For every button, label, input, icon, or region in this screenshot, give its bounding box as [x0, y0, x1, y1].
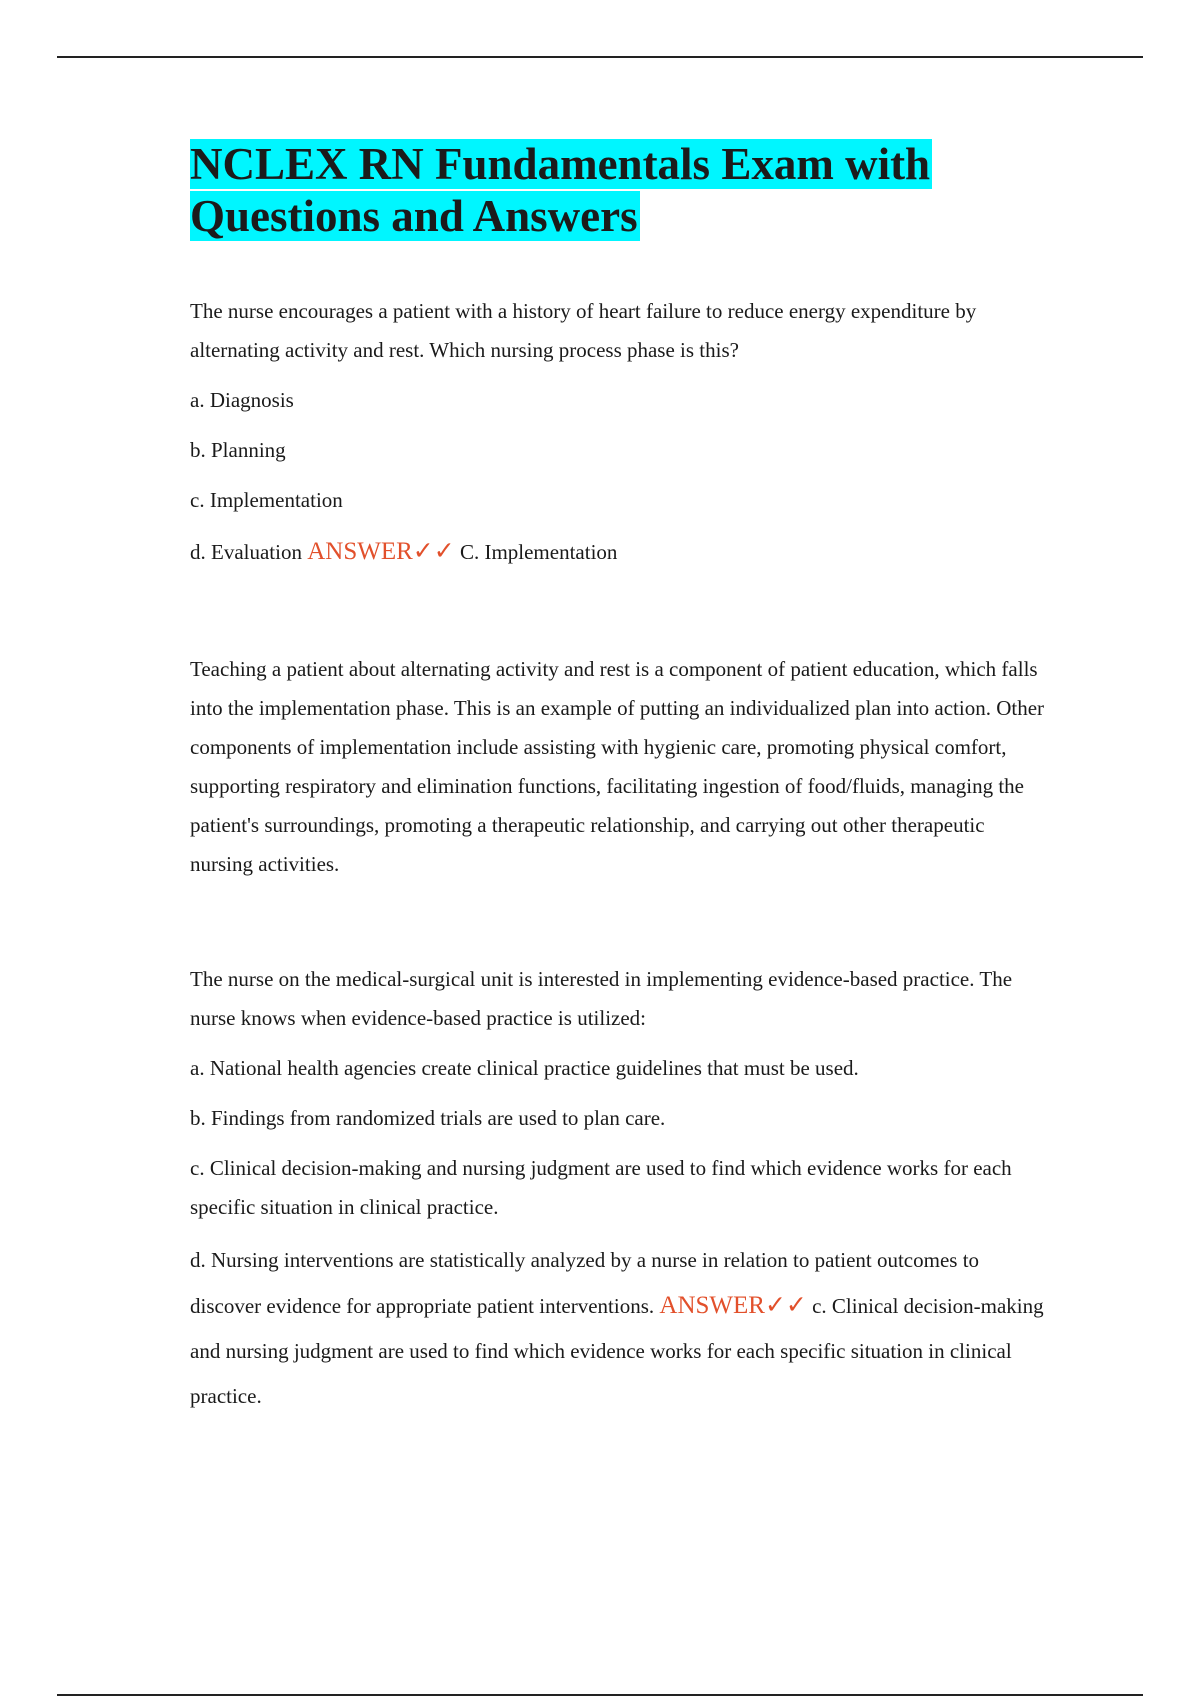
option-c: c. Clinical decision-making and nursing judgment are used to find which evidence works for each specific situation in clinical practice. [190, 1156, 1012, 1219]
highlighted-title-text: NCLEX RN Fundamentals Exam with Questions and Answers [190, 139, 931, 241]
answer-marker: ANSWER✓✓ [659, 1292, 807, 1319]
option-b: b. Findings from randomized trials are used to plan care. [190, 1106, 666, 1130]
option-a: a. National health agencies create clinical practice guidelines that must be used. [190, 1056, 859, 1080]
option-d-with-answer [190, 532, 1050, 572]
answer-text: C. Implementation [459, 540, 618, 564]
answer-marker: ANSWER✓✓ [307, 538, 455, 565]
document-body [190, 138, 1050, 1419]
option-a: a. Diagnosis [190, 388, 294, 412]
question-2 [190, 960, 1050, 1419]
option-c: c. Implementation [190, 488, 343, 512]
question-stem: The nurse on the medical-surgical unit is interested in implementing evidence-based practice. The nurse knows when evidence-based practice is utilized: [190, 967, 1013, 1030]
option-d-with-answer [190, 1238, 1050, 1419]
option-b: b. Planning [190, 438, 286, 462]
option-d-text: d. Evaluation [190, 540, 302, 564]
document-title [190, 138, 1050, 242]
answer-text: c. Clinical decision-making and nursing judgment are used to find which evidence works for each specific situation in clinical practice. [190, 1294, 1044, 1408]
footer-rule [57, 1694, 1143, 1696]
question-stem: The nurse encourages a patient with a history of heart failure to reduce energy expenditure by alternating activity and rest. Which nursing process phase is this? [190, 299, 977, 362]
header-rule [57, 56, 1143, 58]
answer-explanation: Teaching a patient about alternating activity and rest is a component of patient education, which falls into the implementation phase. This is an example of putting an individualized plan into action. Other components of implementation include assisting with hygienic care, promoting physical comfort, supporting respiratory and elimination functions, facilitating ingestion of food/fluids, managing the patient's surroundings, promoting a therapeutic relationship, and carrying out other therapeutic nursing activities. [190, 657, 1045, 876]
option-d-text: d. Nursing interventions are statistically analyzed by a nurse in relation to patient outcomes to discover evidence for appropriate patient interventions. [190, 1248, 980, 1318]
question-1 [190, 292, 1050, 884]
